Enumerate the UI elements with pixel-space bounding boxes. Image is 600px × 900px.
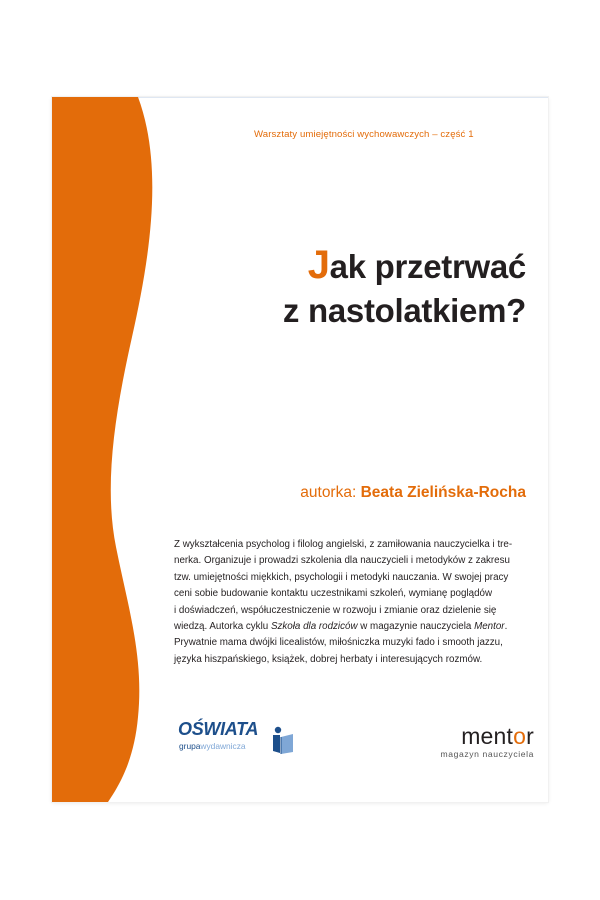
title-line-1-rest: ak przetrwać [329,248,526,285]
magazine-logo [424,723,534,763]
bio-line: ceni sobie budowanie kontaktu uczestnikami szkoleń, wymianę poglądów [174,588,493,600]
publisher-logo [178,719,298,759]
author-name: Beata Zielińska-Rocha [360,484,526,501]
author-line [300,484,526,502]
bio-text: . [504,621,508,633]
bio-text: w magazynie nauczyciela [357,621,475,633]
cover-page [52,97,548,802]
book-title [283,243,526,333]
bio-line: języka hiszpańskiego, książek, dobrej herbaty i interesujących rozmów. [174,653,483,665]
title-initial: J [307,243,330,287]
author-label: autorka: [300,484,357,501]
bio-line: nerka. Organizuje i prowadzi szkolenia dla nauczycieli i metodyków z zakresu [174,555,510,567]
publisher-logo-subtitle: grupawydawnicza [179,741,246,751]
orange-wave-shape [52,97,152,802]
bio-column-name: Szkoła dla rodziców [270,621,358,633]
bio-line [174,619,531,635]
title-line-1 [283,243,526,289]
magazine-logo-word: mentor [461,723,534,749]
bio-line: i doświadczeń, współuczestniczenie w rozwoju i zmianie oraz dzielenie się [174,604,497,616]
bio-line: tzw. umiejętności miękkich, psychologii i metodyki nauczania. W swojej pracy [174,571,509,583]
bio-text: wiedzą. Autorka cyklu [174,621,271,633]
magazine-logo-subtitle: magazyn nauczyciela [440,749,534,759]
orange-wave-band [52,97,548,802]
series-title: Warsztaty umiejętności wychowawczych – część 1 [254,129,474,140]
book-reader-icon [268,725,296,755]
title-line-2: z nastolatkiem? [282,292,526,329]
bio-line: Z wykształcenia psycholog i filolog angielski, z zamiłowania nauczycielka i tre- [174,539,513,550]
bio-magazine-name: Mentor [474,621,505,633]
bio-line: Prywatnie mama dwójki licealistów, miłośniczka muzyki fado i smooth jazzu, [174,637,503,649]
author-bio [174,537,531,668]
publisher-logo-word: OŚWIATA [178,719,259,739]
